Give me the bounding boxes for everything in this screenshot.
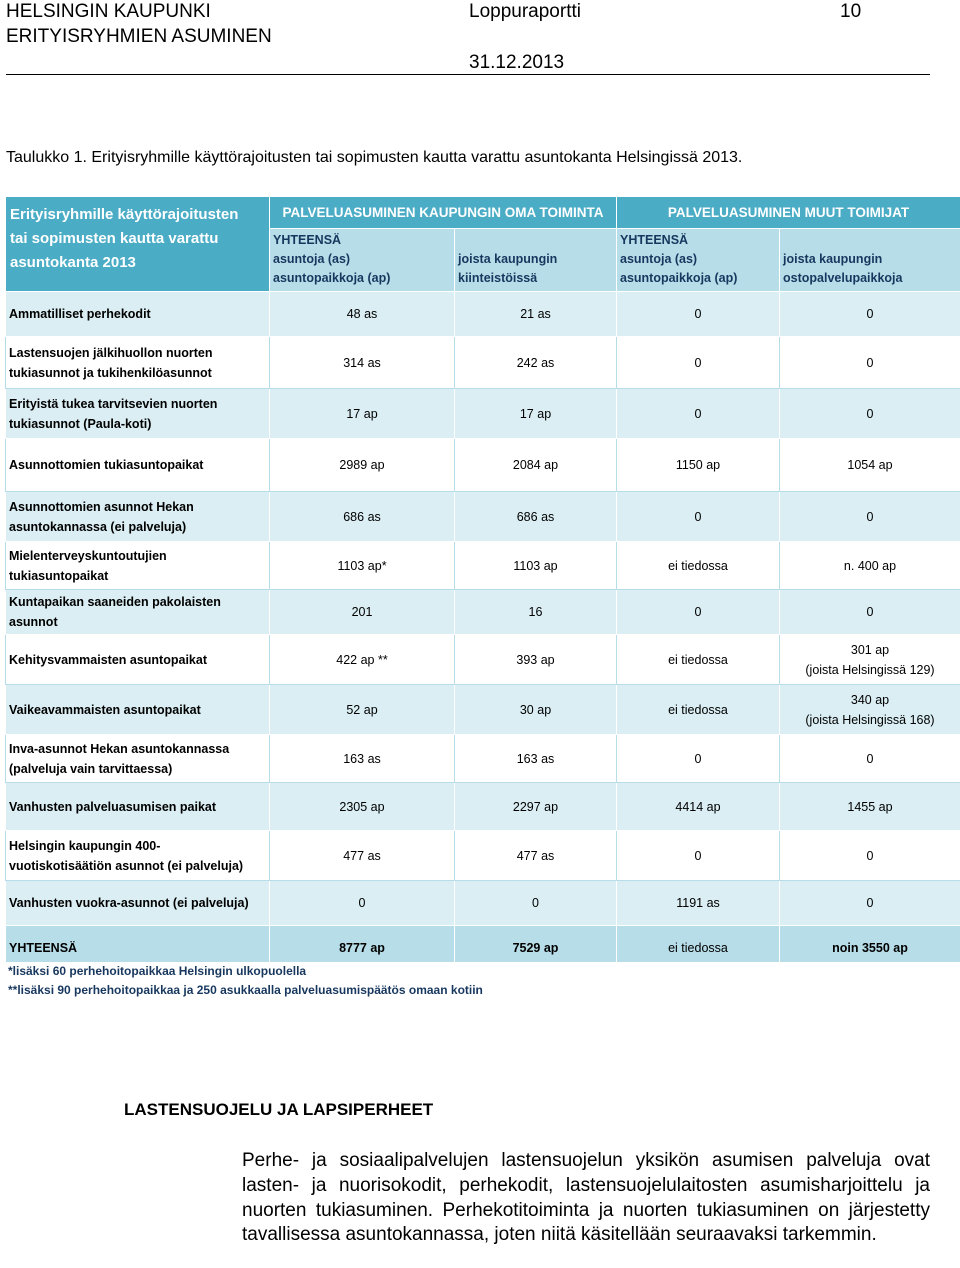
cell-line: asuntokanta 2013	[10, 254, 136, 271]
cell-line: 0	[866, 509, 874, 524]
table-header-row	[6, 197, 960, 229]
table-cell	[270, 831, 455, 881]
cell-line: Ammatilliset perhekodit	[9, 307, 151, 321]
table-cell	[780, 735, 960, 783]
cell-line: 48 as	[346, 307, 378, 321]
cell-line: 1191 as	[676, 896, 720, 910]
column-header-line: YHTEENSÄ	[273, 233, 342, 247]
footnote: **lisäksi 90 perhehoitopaikkaa ja 250 asukkaalla palveluasumispäätös omaan kotiin	[8, 983, 483, 997]
table-cell	[617, 542, 780, 590]
cell-line: 0	[694, 848, 702, 863]
housing-table	[5, 196, 960, 971]
column-header-line: ostopalvelupaikkoja	[783, 271, 903, 285]
table-cell	[617, 735, 780, 783]
cell-line: Helsingin kaupungin 400-	[9, 838, 161, 853]
table-cell	[617, 685, 780, 735]
cell-line: 1103 ap*	[337, 558, 387, 573]
table-row	[6, 389, 960, 439]
cell-line: 201	[351, 605, 373, 619]
org-name: HELSINGIN KAUPUNKI	[6, 1, 211, 22]
table-row	[6, 783, 960, 831]
cell-line: 0	[694, 406, 702, 421]
cell-line: Asunnottomien asunnot Hekan	[9, 499, 194, 514]
table-row	[6, 635, 960, 685]
table-cell	[270, 590, 455, 635]
table-row	[6, 337, 960, 389]
cell-line: Asunnottomien tukiasuntopaikat	[9, 458, 204, 472]
total-cell: 8777 ap	[270, 926, 455, 971]
table-cell	[455, 635, 617, 685]
table-cell	[780, 685, 960, 735]
row-label	[6, 542, 270, 590]
table-cell	[455, 831, 617, 881]
cell-line: 1150 ap	[675, 458, 721, 472]
table-cell	[455, 685, 617, 735]
table-cell	[270, 735, 455, 783]
table-cell	[455, 735, 617, 783]
cell-line: 2084 ap	[512, 458, 559, 472]
cell-line: 2297 ap	[512, 799, 559, 814]
cell-line: 477 as	[516, 848, 555, 863]
total-cell: 7529 ap	[455, 926, 617, 971]
column-header-line: kiinteistöissä	[458, 271, 538, 285]
cell-line: Mielenterveyskuntoutujien	[9, 548, 167, 563]
column-header-line	[783, 231, 957, 250]
cell-line: vuotiskotisäätiön asunnot (ei palveluja)	[9, 858, 244, 873]
cell-line: 17 ap	[346, 406, 378, 421]
table-cell	[270, 783, 455, 831]
table-row	[6, 542, 960, 590]
table-row	[6, 831, 960, 881]
table-cell	[780, 783, 960, 831]
table-cell	[270, 492, 455, 542]
table-cell	[617, 635, 780, 685]
table-cell	[455, 389, 617, 439]
cell-line: Erityisryhmille käyttörajoitusten	[10, 206, 239, 223]
cell-line: 30 ap	[519, 702, 552, 717]
cell-line: Erityistä tukea tarvitsevien nuorten	[9, 396, 218, 411]
cell-line: 52 ap	[346, 702, 378, 717]
cell-line: 4414 ap	[675, 799, 721, 814]
cell-line: n. 400 ap	[843, 558, 897, 573]
cell-line: 314 as	[343, 355, 381, 370]
table-cell	[780, 389, 960, 439]
cell-line: 0	[866, 896, 874, 910]
table-cell	[617, 337, 780, 389]
cell-line: 686 as	[516, 509, 555, 524]
table-cell	[270, 635, 455, 685]
cell-line: 0	[866, 307, 874, 321]
cell-line: 0	[694, 751, 702, 766]
table-cell	[780, 831, 960, 881]
table-cell	[780, 881, 960, 926]
footnote: *lisäksi 60 perhehoitopaikkaa Helsingin ulkopuolella	[8, 964, 307, 978]
cell-line: Kehitysvammaisten asuntopaikat	[9, 652, 207, 667]
housing-table-container	[5, 196, 960, 971]
cell-line: Kuntapaikan saaneiden pakolaisten	[9, 595, 221, 609]
total-label: YHTEENSÄ	[6, 926, 270, 971]
cell-line: Inva-asunnot Hekan asuntokannassa	[9, 741, 230, 756]
table-cell	[617, 881, 780, 926]
table-cell	[270, 881, 455, 926]
row-label	[6, 590, 270, 635]
row-label	[6, 783, 270, 831]
cell-line: 477 as	[343, 848, 381, 863]
cell-line: 686 as	[343, 509, 381, 524]
row-label	[6, 635, 270, 685]
row-label	[6, 735, 270, 783]
cell-line: 0	[358, 896, 366, 910]
cell-line: tai sopimusten kautta varattu	[10, 230, 219, 247]
table-row	[6, 439, 960, 492]
section-body: Perhe- ja sosiaalipalvelujen lastensuojelun yksikön asumisen palveluja ovat lasten- ja nuorisokodit, perhekodit, lastensuojelulaitosten asumisharjoittelu ja nuorten tukiasuminen. Perhekotitoiminta ja nuorten tukiasuminen on järjestetty tavallisessa asuntokannassa, joten niitä käsitellään seuraavaksi tarkemmin.	[242, 1150, 930, 1246]
cell-line: ei tiedossa	[668, 652, 728, 667]
table-cell	[780, 635, 960, 685]
cell-line: ei tiedossa	[668, 558, 728, 573]
table-footnotes	[5, 962, 960, 1006]
section-heading: LASTENSUOJELU JA LAPSIPERHEET	[124, 1100, 434, 1119]
column-header-line: asuntoja (as)	[273, 252, 351, 266]
column-header-line: joista kaupungin	[783, 252, 883, 266]
row-label	[6, 337, 270, 389]
cell-line: 0	[694, 307, 702, 321]
table-corner-title	[6, 197, 270, 292]
cell-line: (joista Helsingissä 168)	[805, 712, 935, 727]
cell-line: (joista Helsingissä 129)	[805, 662, 935, 677]
table-cell	[270, 439, 455, 492]
column-header-line: asuntopaikkoja (ap)	[620, 271, 738, 285]
table-cell	[455, 439, 617, 492]
cell-line: 16	[528, 605, 543, 619]
table-cell	[270, 292, 455, 337]
cell-line: 242 as	[516, 355, 555, 370]
table-cell	[617, 439, 780, 492]
cell-line: 0	[694, 509, 702, 524]
table-row	[6, 735, 960, 783]
cell-line: 0	[866, 605, 874, 619]
total-cell: ei tiedossa	[617, 926, 780, 971]
table-row	[6, 881, 960, 926]
row-label	[6, 685, 270, 735]
cell-line: Vanhusten vuokra-asunnot (ei palveluja)	[9, 896, 249, 910]
table-cell	[270, 389, 455, 439]
row-label	[6, 881, 270, 926]
cell-line: 21 as	[520, 307, 551, 321]
column-header-line: YHTEENSÄ	[620, 233, 689, 247]
cell-line: tukiasunnot ja tukihenkilöasunnot	[9, 365, 212, 380]
table-cell	[455, 881, 617, 926]
cell-line: 0	[694, 605, 702, 619]
cell-line: 163 as	[343, 751, 381, 766]
row-label	[6, 831, 270, 881]
cell-line: 301 ap	[850, 642, 890, 657]
cell-line: 0	[866, 848, 874, 863]
cell-line: Vaikeavammaisten asuntopaikat	[9, 702, 201, 717]
cell-line: 422 ap **	[336, 652, 388, 667]
row-label	[6, 292, 270, 337]
table-cell	[617, 292, 780, 337]
cell-line: tukiasuntopaikat	[9, 568, 109, 583]
cell-line: ei tiedossa	[668, 702, 728, 717]
table-cell	[455, 492, 617, 542]
cell-line: 2989 ap	[339, 458, 385, 472]
column-header-line	[458, 231, 613, 250]
table-cell	[780, 337, 960, 389]
table-cell	[270, 542, 455, 590]
cell-line: 0	[866, 406, 874, 421]
column-header-line: asuntoja (as)	[620, 252, 698, 266]
table-cell	[780, 590, 960, 635]
table-cell	[780, 542, 960, 590]
table-cell	[455, 590, 617, 635]
table-cell	[455, 783, 617, 831]
table-cell	[617, 590, 780, 635]
table-cell	[617, 492, 780, 542]
table-row	[6, 685, 960, 735]
row-label	[6, 389, 270, 439]
cell-line: 17 ap	[519, 406, 552, 421]
cell-line: 163 as	[516, 751, 555, 766]
table-cell	[780, 439, 960, 492]
group-header: PALVELUASUMINEN MUUT TOIMIJAT	[617, 197, 960, 229]
cell-line: 2305 ap	[339, 799, 385, 814]
cell-line: Vanhusten palveluasumisen paikat	[9, 799, 217, 814]
cell-line: tukiasunnot (Paula-koti)	[9, 416, 152, 431]
cell-line: 1054 ap	[847, 458, 893, 472]
column-header	[270, 229, 455, 292]
cell-line: asunnot	[9, 615, 58, 629]
column-header-line: asuntopaikkoja (ap)	[273, 271, 391, 285]
column-header-line: joista kaupungin	[458, 252, 558, 266]
page-number: 10	[840, 1, 862, 22]
table-cell	[270, 337, 455, 389]
table-cell	[270, 685, 455, 735]
cell-line: 340 ap	[850, 692, 890, 707]
cell-line: 0	[694, 355, 702, 370]
table-cell	[617, 831, 780, 881]
cell-line: (palveluja vain tarvittaessa)	[9, 761, 173, 776]
cell-line: 393 ap	[516, 652, 555, 667]
table-cell	[617, 389, 780, 439]
column-header	[617, 229, 780, 292]
table-row	[6, 590, 960, 635]
cell-line: 0	[532, 896, 539, 910]
cell-line: 1103 ap	[513, 558, 558, 573]
table-cell	[780, 292, 960, 337]
cell-line: Lastensuojen jälkihuollon nuorten	[9, 345, 213, 360]
cell-line: 0	[866, 751, 874, 766]
table-cell	[455, 292, 617, 337]
table-cell	[617, 783, 780, 831]
table-row	[6, 492, 960, 542]
row-label	[6, 439, 270, 492]
department-name: ERITYISRYHMIEN ASUMINEN	[6, 26, 272, 47]
table-row	[6, 292, 960, 337]
cell-line: asuntokannassa (ei palveluja)	[9, 519, 187, 534]
document-title: Loppuraportti	[469, 1, 581, 22]
total-cell: noin 3550 ap	[780, 926, 960, 971]
group-header: PALVELUASUMINEN KAUPUNGIN OMA TOIMINTA	[270, 197, 617, 229]
table-cell	[455, 542, 617, 590]
table-cell	[780, 492, 960, 542]
column-header	[780, 229, 960, 292]
table-cell	[455, 337, 617, 389]
cell-line: 0	[866, 355, 874, 370]
column-header	[455, 229, 617, 292]
document-date: 31.12.2013	[469, 52, 565, 73]
cell-line: 1455 ap	[847, 799, 893, 814]
header-divider	[6, 74, 930, 75]
row-label	[6, 492, 270, 542]
table-caption: Taulukko 1. Erityisryhmille käyttörajoitusten tai sopimusten kautta varattu asuntokanta Helsingissä 2013.	[6, 149, 743, 166]
